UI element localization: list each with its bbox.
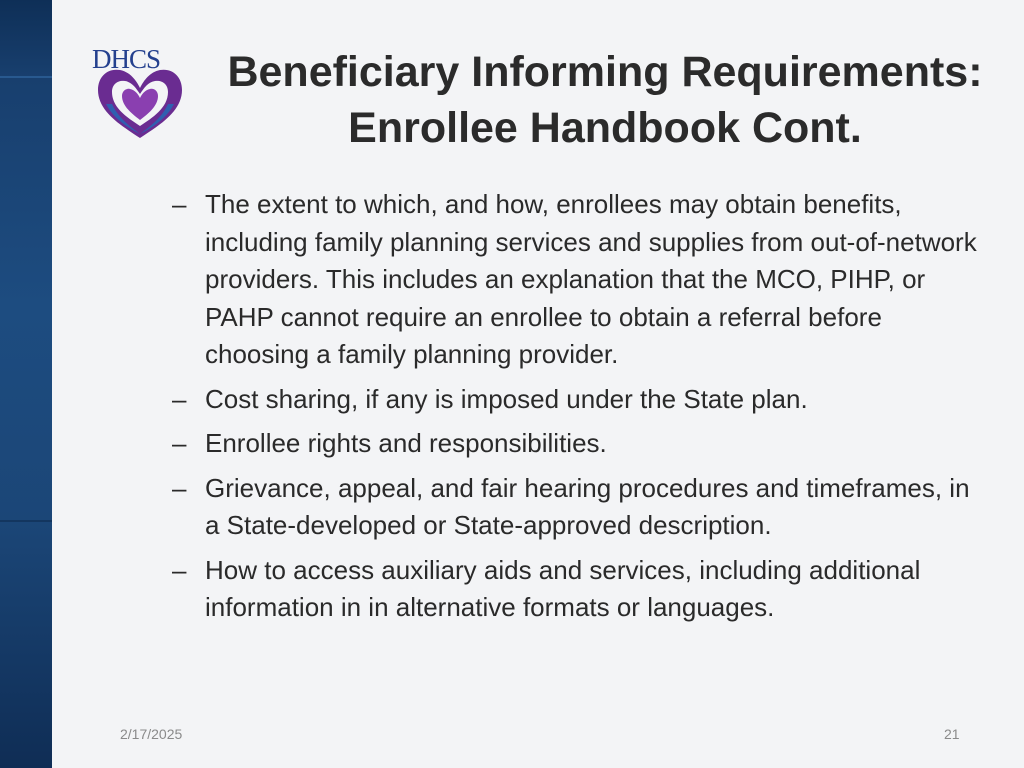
slide-title (190, 44, 1020, 156)
slide-title-line-2: Enrollee Handbook Cont. (348, 104, 862, 152)
list-item (168, 381, 988, 419)
slide-title-line-1: Beneficiary Informing Requirements: (227, 48, 983, 96)
footer-date: 2/17/2025 (120, 726, 183, 742)
bullet-list (168, 186, 988, 634)
logo-wordmark: DHCS (92, 44, 161, 74)
bullet-text: Grievance, appeal, and fair hearing procedures and timeframes, in a State-developed or State-approved description. (205, 472, 970, 540)
footer-page-number: 21 (944, 726, 960, 742)
bullet-marker: – (172, 428, 187, 458)
bullet-text: How to access auxiliary aids and services, including additional information in in alternative formats or languages. (205, 554, 921, 622)
bullet-text: The extent to which, and how, enrollees may obtain benefits, including family planning services and supplies from out-of-network providers. This includes an explanation that the MCO, PIHP, or PAHP cannot require an enrollee to obtain a referral before choosing a family planning provider. (205, 189, 977, 369)
bullet-marker: – (172, 189, 187, 219)
band-divider-bottom (0, 520, 52, 522)
list-item (168, 552, 988, 627)
band-divider-top (0, 76, 52, 78)
list-item (168, 425, 988, 463)
bullet-marker: – (172, 383, 187, 414)
list-item (168, 470, 988, 545)
bullet-text: Enrollee rights and responsibilities. (205, 428, 607, 458)
bullet-marker: – (172, 554, 187, 585)
left-decorative-band (0, 0, 52, 768)
bullet-marker: – (172, 472, 187, 503)
list-item (168, 186, 988, 374)
dhcs-logo (92, 44, 188, 144)
bullet-text: Cost sharing, if any is imposed under the State plan. (205, 383, 808, 414)
heart-hands-icon (92, 64, 188, 142)
